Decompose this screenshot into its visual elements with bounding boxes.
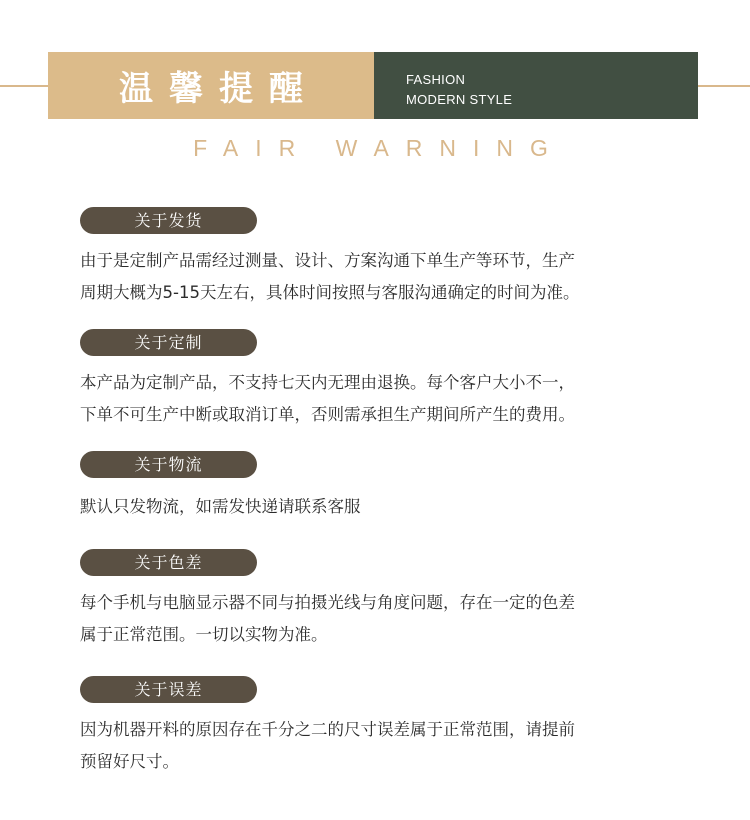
fashion-label: FASHION [406, 72, 466, 87]
section-heading-shipping: 关于发货 [80, 207, 257, 234]
section-customization [80, 329, 670, 431]
section-tolerance [80, 676, 670, 778]
page-title: 温馨提醒 [119, 69, 319, 109]
left-decorative-rule [0, 85, 48, 87]
right-decorative-rule [698, 85, 750, 87]
banner-fashion-block [374, 52, 698, 119]
header-banner [48, 52, 698, 119]
section-text-color-difference [80, 587, 670, 651]
section-heading-color-difference: 关于色差 [80, 549, 257, 576]
modern-style-label: MODERN STYLE [406, 92, 513, 107]
text-line: 默认只发物流，如需发快递请联系客服 [80, 497, 361, 516]
section-heading-logistics: 关于物流 [80, 451, 257, 478]
section-heading-tolerance: 关于误差 [80, 676, 257, 703]
banner-title-block [48, 52, 374, 119]
section-logistics [80, 451, 670, 523]
section-heading-customization: 关于定制 [80, 329, 257, 356]
section-text-logistics [80, 491, 670, 523]
text-line: 因为机器开料的原因存在千分之二的尺寸误差属于正常范围，请提前 [80, 720, 575, 739]
section-text-tolerance [80, 714, 670, 778]
text-line: 下单不可生产中断或取消订单，否则需承担生产期间所产生的费用。 [80, 405, 575, 424]
text-line: 每个手机与电脑显示器不同与拍摄光线与角度问题，存在一定的色差 [80, 593, 575, 612]
text-line: 预留好尺寸。 [80, 752, 179, 771]
section-text-customization [80, 367, 670, 431]
text-line: 周期大概为5-15天左右，具体时间按照与客服沟通确定的时间为准。 [80, 283, 580, 302]
section-text-shipping [80, 245, 670, 309]
text-line: 属于正常范围。一切以实物为准。 [80, 625, 328, 644]
text-line: 由于是定制产品需经过测量、设计、方案沟通下单生产等环节，生产 [80, 251, 575, 270]
fair-warning-subtitle: FAIR WARNING [193, 135, 565, 161]
section-shipping [80, 207, 670, 309]
section-color-difference [80, 549, 670, 651]
text-line: 本产品为定制产品，不支持七天内无理由退换。每个客户大小不一， [80, 373, 575, 392]
